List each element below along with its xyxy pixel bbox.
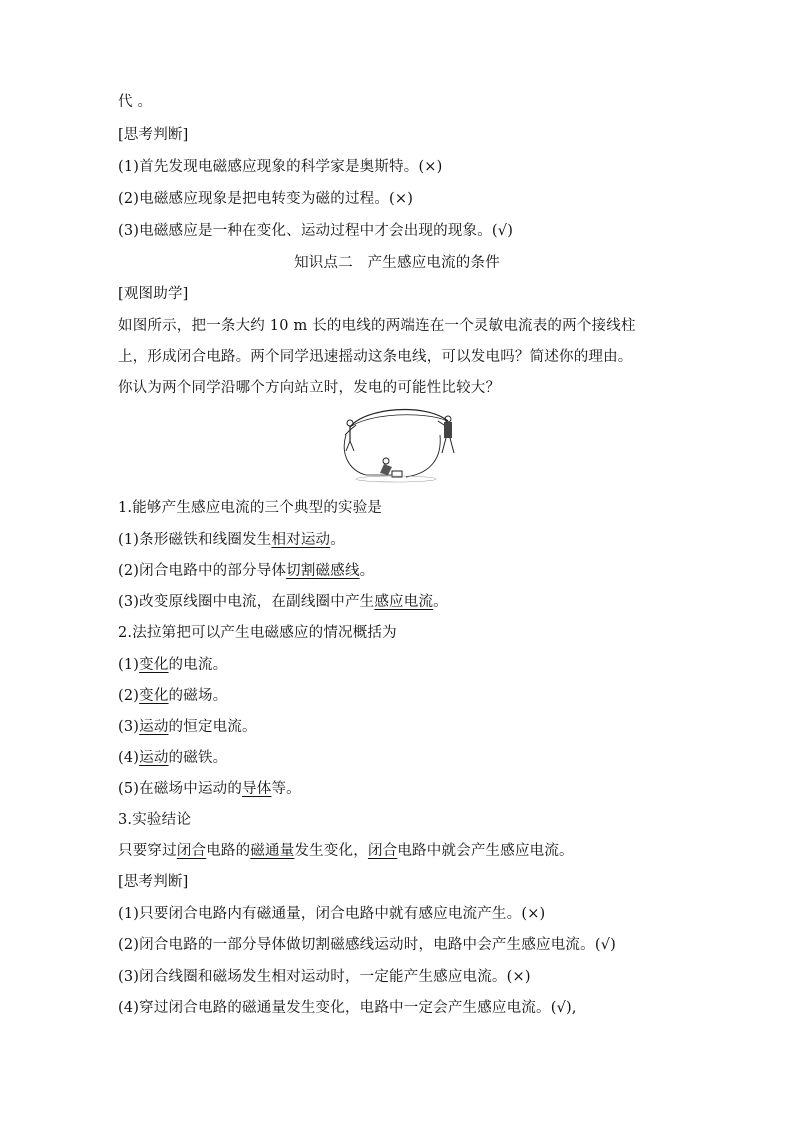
think-heading-1: [思考判断] [118, 127, 189, 143]
point2-item-4: (4)运动的磁铁。 [118, 750, 228, 766]
section-title: 知识点二 产生感应电流的条件 [294, 255, 500, 271]
point1-item-3: (3)改变原线圈中电流，在副线圈中产生感应电流。 [118, 594, 448, 610]
observe-line-3: 你认为两个同学沿哪个方向站立时，发电的可能性比较大？ [118, 380, 501, 396]
point3-conclusion: 只要穿过闭合电路的磁通量发生变化，闭合电路中就会产生感应电流。 [118, 843, 574, 859]
two-students-swinging-wire-illustration [336, 405, 460, 485]
point2-item-5: (5)在磁场中运动的导体等。 [118, 781, 301, 797]
point2-item-2: (2)变化的磁场。 [118, 688, 228, 704]
point2-title: 2.法拉第把可以产生电磁感应的情况概括为 [118, 625, 397, 641]
think2-item-2: (2)闭合电路的一部分导体做切割磁感线运动时，电路中会产生感应电流。(√) [118, 937, 616, 953]
think-heading-2: [思考判断] [118, 874, 189, 890]
point1-item-1: (1)条形磁铁和线圈发生相对运动。 [118, 532, 345, 548]
point2-item-3: (3)运动的恒定电流。 [118, 719, 257, 735]
think1-item-3: (3)电磁感应是一种在变化、运动过程中才会出现的现象。(√) [118, 223, 514, 239]
point1-title: 1.能够产生感应电流的三个典型的实验是 [118, 500, 383, 516]
point1-item-2: (2)闭合电路中的部分导体切割磁感线。 [118, 563, 375, 579]
point3-title: 3.实验结论 [118, 812, 192, 828]
experiment-illustration [336, 405, 460, 513]
point2-item-1: (1)变化的电流。 [118, 657, 228, 673]
think1-item-2: (2)电磁感应现象是把电转变为磁的过程。(×) [118, 191, 414, 207]
observe-line-2: 上，形成闭合电路。两个同学迅速摇动这条电线，可以发电吗？简述你的理由。 [118, 349, 633, 365]
think2-item-3: (3)闭合线圈和磁场发生相对运动时，一定能产生感应电流。(×) [118, 969, 531, 985]
top-fragment: 代 。 [118, 94, 153, 110]
observe-heading: [观图助学] [118, 286, 189, 302]
think1-item-1: (1)首先发现电磁感应现象的科学家是奥斯特。(×) [118, 159, 443, 175]
observe-line-1: 如图所示，把一条大约 10 m 长的电线的两端连在一个灵敏电流表的两个接线柱 [118, 318, 636, 334]
think2-item-1: (1)只要闭合电路内有磁通量，闭合电路中就有感应电流产生。(×) [118, 906, 546, 922]
think2-item-4: (4)穿过闭合电路的磁通量发生变化，电路中一定会产生感应电流。(√), [118, 1000, 577, 1016]
